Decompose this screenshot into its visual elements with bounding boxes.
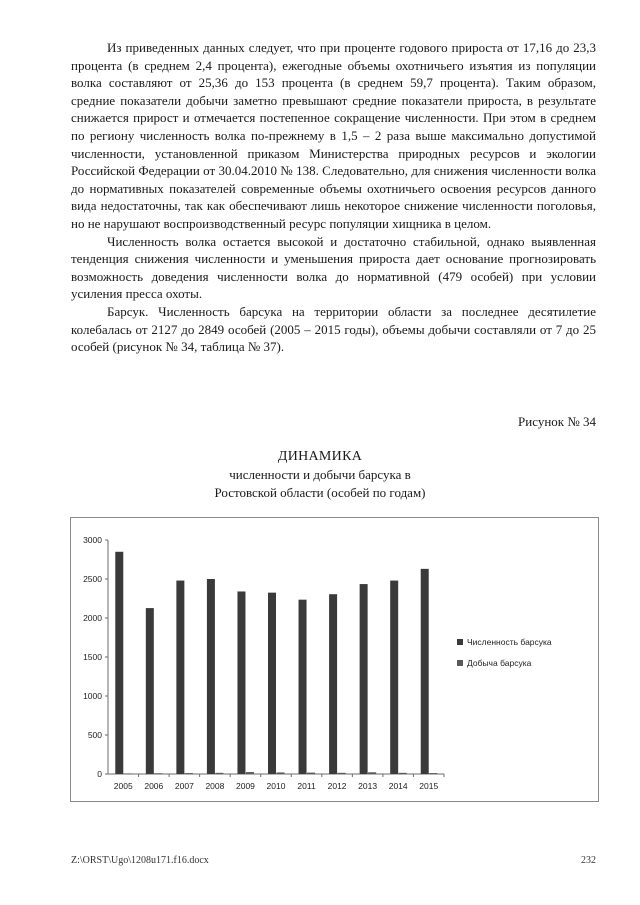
bar-catch-2015 <box>429 773 437 774</box>
paragraph-3: Барсук. Численность барсука на территории области за последнее десятилетие колебалась от 2127 до 2849 особей (2005 – 2015 годы), объемы добычи составляли от 7 до 25 особей (рисунок № 34, таблица № 37). <box>71 303 596 355</box>
bar-numbers-2011 <box>299 600 307 774</box>
bar-catch-2007 <box>185 773 193 774</box>
y-tick-label: 500 <box>87 730 102 740</box>
chart-title-line-3: Ростовской области (особей по годам) <box>214 485 426 500</box>
bar-numbers-2006 <box>146 608 154 774</box>
y-tick-label: 3000 <box>83 535 102 545</box>
bar-chart <box>71 518 600 803</box>
bar-catch-2011 <box>307 773 315 774</box>
bar-catch-2005 <box>124 773 132 774</box>
x-tick-label: 2008 <box>205 781 225 791</box>
legend-label-1: Численность барсука <box>467 637 552 647</box>
x-tick-label: 2005 <box>113 781 133 791</box>
bar-numbers-2014 <box>390 581 398 774</box>
x-tick-label: 2011 <box>297 781 316 791</box>
body-text <box>71 39 596 356</box>
y-tick-label: 1000 <box>83 691 102 701</box>
y-tick-label: 0 <box>97 769 102 779</box>
x-tick-label: 2015 <box>419 781 439 791</box>
bar-numbers-2007 <box>176 581 184 774</box>
x-tick-label: 2007 <box>174 781 194 791</box>
x-tick-label: 2009 <box>235 781 255 791</box>
legend-swatch-1 <box>457 639 463 645</box>
bar-numbers-2015 <box>421 569 429 774</box>
x-tick-label: 2014 <box>388 781 408 791</box>
bar-catch-2009 <box>246 772 254 774</box>
paragraph-2: Численность волка остается высокой и достаточно стабильной, однако выявленная тенденция снижения численности и уменьшения прироста дает основание прогнозировать возможность доведения численности волка до нормативной (479 особей) при условии усиления пресса охоты. <box>71 233 596 302</box>
bar-numbers-2009 <box>237 591 245 774</box>
chart-title <box>0 448 640 502</box>
bar-catch-2010 <box>277 772 285 774</box>
x-tick-label: 2013 <box>358 781 378 791</box>
chart-title-line-1: ДИНАМИКА <box>277 449 363 464</box>
bar-numbers-2005 <box>115 552 123 774</box>
x-tick-label: 2010 <box>266 781 286 791</box>
bar-numbers-2012 <box>329 594 337 774</box>
bar-catch-2008 <box>215 773 223 774</box>
legend-label-2: Добыча барсука <box>467 658 532 668</box>
bar-catch-2012 <box>338 773 346 774</box>
bar-catch-2014 <box>399 773 407 774</box>
x-tick-label: 2006 <box>144 781 164 791</box>
x-tick-label: 2012 <box>327 781 347 791</box>
y-tick-label: 2000 <box>83 613 102 623</box>
legend-swatch-2 <box>457 660 463 666</box>
paragraph-1: Из приведенных данных следует, что при проценте годового прироста от 17,16 до 23,3 процента (в среднем 2,4 процента), ежегодные объемы охотничьего изъятия из популяции волка составляют от 25,36 до 153 процента (в среднем 59,7 процента). Таким образом, средние показатели добычи заметно превышают средние показатели прироста, в результате снижается прирост и отмечается постепенное сокращение численности. При этом в среднем по региону численность волка по-прежнему в 1,5 – 2 раза выше максимально допустимой численности, установленной приказом Министерства природных ресурсов и экологии Российской Федерации от 30.04.2010 № 138. Следовательно, для снижения численности волка до нормативных показателей современные объемы охотничьего освоения ресурсов данного вида недостаточны, так как обеспечивают лишь некоторое снижение численности поголовья, но не нарушают воспроизводственный ресурс популяции хищника в целом. <box>71 40 596 231</box>
bar-numbers-2010 <box>268 593 276 774</box>
bar-numbers-2013 <box>360 584 368 774</box>
footer-file-path: Z:\ORST\Ugo\1208u171.f16.docx <box>71 855 209 866</box>
bar-catch-2006 <box>154 773 162 774</box>
bar-numbers-2008 <box>207 579 215 774</box>
bar-catch-2013 <box>368 772 376 774</box>
y-tick-label: 2500 <box>83 574 102 584</box>
chart-frame <box>70 517 599 802</box>
figure-label: Рисунок № 34 <box>518 414 596 429</box>
y-tick-label: 1500 <box>83 652 102 662</box>
chart-title-line-2: численности и добычи барсука в <box>229 467 411 482</box>
footer-page-number: 232 <box>581 855 596 866</box>
